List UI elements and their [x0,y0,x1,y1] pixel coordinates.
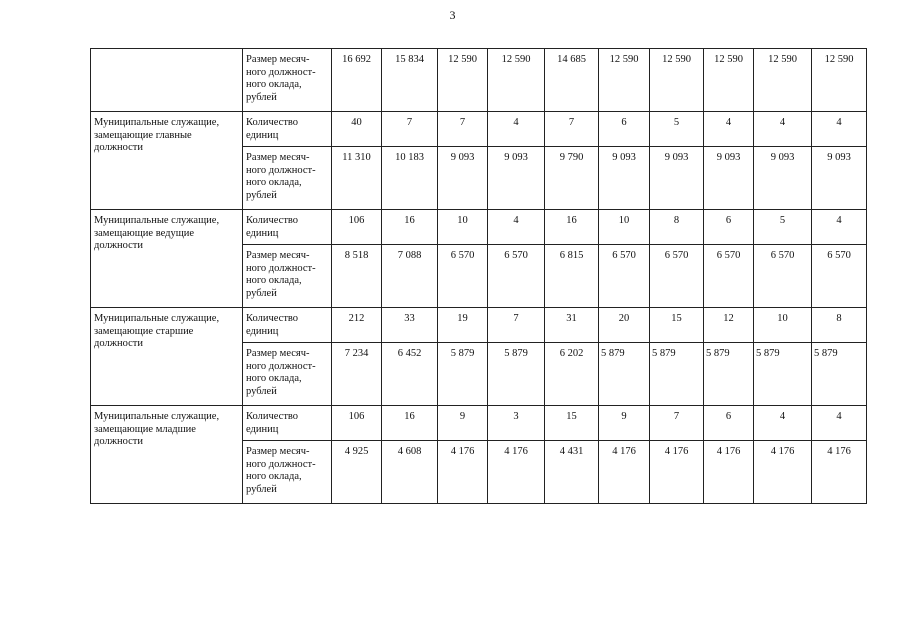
salary-label: Размер месяч- ного должност- ного оклада, рублей [246,446,316,495]
value-cell: 6 570 [599,245,650,308]
value-cell: 9 093 [704,147,754,210]
value-cell: 20 [599,308,650,343]
value-cell: 31 [545,308,599,343]
table-row [91,210,867,245]
value-cell: 12 590 [754,49,812,112]
category-label: Муниципальные служащие, замещающие ведущие должности [94,215,220,251]
value-cell: 4 [704,112,754,147]
value-cell: 9 093 [754,147,812,210]
value-cell: 10 [438,210,488,245]
staffing-table [90,48,867,504]
count-label: Количество единиц [246,411,299,435]
value-cell: 16 692 [332,49,382,112]
count-label: Количество единиц [246,313,299,337]
value-cell: 10 [754,308,812,343]
row-label [243,49,332,112]
row-label [243,147,332,210]
table-row [91,112,867,147]
value-cell: 4 [488,210,545,245]
value-cell: 4 431 [545,441,599,504]
value-cell: 4 608 [382,441,438,504]
row-label [243,308,332,343]
value-cell: 6 [599,112,650,147]
category-cell [91,308,243,406]
value-cell: 7 [545,112,599,147]
value-cell: 9 [438,406,488,441]
table-row [91,308,867,343]
value-cell: 4 [812,112,867,147]
value-cell: 6 452 [382,343,438,406]
value-cell: 4 176 [754,441,812,504]
value-cell: 7 234 [332,343,382,406]
table-row [91,49,867,112]
value-cell: 10 [599,210,650,245]
value-cell: 7 [488,308,545,343]
value-cell: 4 176 [438,441,488,504]
value-cell: 12 590 [488,49,545,112]
value-cell: 6 [704,210,754,245]
value-cell: 9 093 [812,147,867,210]
value-cell: 3 [488,406,545,441]
value-cell: 8 518 [332,245,382,308]
category-cell [91,210,243,308]
value-cell: 19 [438,308,488,343]
value-cell: 5 879 [438,343,488,406]
value-cell: 6 570 [754,245,812,308]
salary-label: Размер месяч- ного должност- ного оклада, рублей [246,54,316,103]
value-cell: 9 790 [545,147,599,210]
value-cell: 4 176 [650,441,704,504]
row-label [243,245,332,308]
value-cell: 9 [599,406,650,441]
value-cell: 33 [382,308,438,343]
value-cell: 4 925 [332,441,382,504]
value-cell: 6 570 [488,245,545,308]
value-cell: 14 685 [545,49,599,112]
value-cell: 4 176 [488,441,545,504]
value-cell: 4 176 [599,441,650,504]
value-cell: 7 [382,112,438,147]
table-row [91,406,867,441]
page-number: 3 [449,8,456,22]
value-cell: 15 [650,308,704,343]
row-label [243,210,332,245]
value-cell: 5 [650,112,704,147]
value-cell: 7 [650,406,704,441]
value-cell: 5 879 [650,343,704,406]
category-cell [91,112,243,210]
salary-label: Размер месяч- ного должност- ного оклада, рублей [246,152,316,201]
value-cell: 9 093 [650,147,704,210]
value-cell: 4 [812,210,867,245]
value-cell: 15 834 [382,49,438,112]
row-label [243,112,332,147]
category-label: Муниципальные служащие, замещающие главные должности [94,117,220,153]
value-cell: 12 590 [599,49,650,112]
value-cell: 12 [704,308,754,343]
value-cell: 6 570 [650,245,704,308]
value-cell: 4 [812,406,867,441]
value-cell: 12 590 [438,49,488,112]
value-cell: 9 093 [438,147,488,210]
value-cell: 212 [332,308,382,343]
value-cell: 8 [650,210,704,245]
row-label [243,406,332,441]
value-cell: 4 176 [812,441,867,504]
value-cell: 5 879 [754,343,812,406]
value-cell: 8 [812,308,867,343]
value-cell: 5 [754,210,812,245]
value-cell: 4 [488,112,545,147]
value-cell: 7 [438,112,488,147]
value-cell: 4 176 [704,441,754,504]
category-label: Муниципальные служащие, замещающие младшие должности [94,411,220,447]
value-cell: 6 202 [545,343,599,406]
value-cell: 6 815 [545,245,599,308]
category-label: Муниципальные служащие, замещающие старшие должности [94,313,220,349]
value-cell: 6 570 [438,245,488,308]
value-cell: 11 310 [332,147,382,210]
value-cell: 5 879 [704,343,754,406]
count-label: Количество единиц [246,117,299,141]
row-label [243,441,332,504]
value-cell: 4 [754,112,812,147]
value-cell: 4 [754,406,812,441]
value-cell: 6 [704,406,754,441]
value-cell: 6 570 [704,245,754,308]
salary-label: Размер месяч- ного должност- ного оклада, рублей [246,348,316,397]
category-cell [91,406,243,504]
value-cell: 16 [382,210,438,245]
value-cell: 106 [332,210,382,245]
value-cell: 40 [332,112,382,147]
value-cell: 15 [545,406,599,441]
value-cell: 12 590 [812,49,867,112]
category-cell [91,49,243,112]
value-cell: 9 093 [599,147,650,210]
value-cell: 5 879 [599,343,650,406]
value-cell: 16 [382,406,438,441]
value-cell: 5 879 [812,343,867,406]
value-cell: 12 590 [650,49,704,112]
value-cell: 7 088 [382,245,438,308]
salary-label: Размер месяч- ного должност- ного оклада, рублей [246,250,316,299]
count-label: Количество единиц [246,215,299,239]
value-cell: 9 093 [488,147,545,210]
value-cell: 106 [332,406,382,441]
value-cell: 12 590 [704,49,754,112]
row-label [243,343,332,406]
value-cell: 6 570 [812,245,867,308]
value-cell: 10 183 [382,147,438,210]
value-cell: 5 879 [488,343,545,406]
value-cell: 16 [545,210,599,245]
